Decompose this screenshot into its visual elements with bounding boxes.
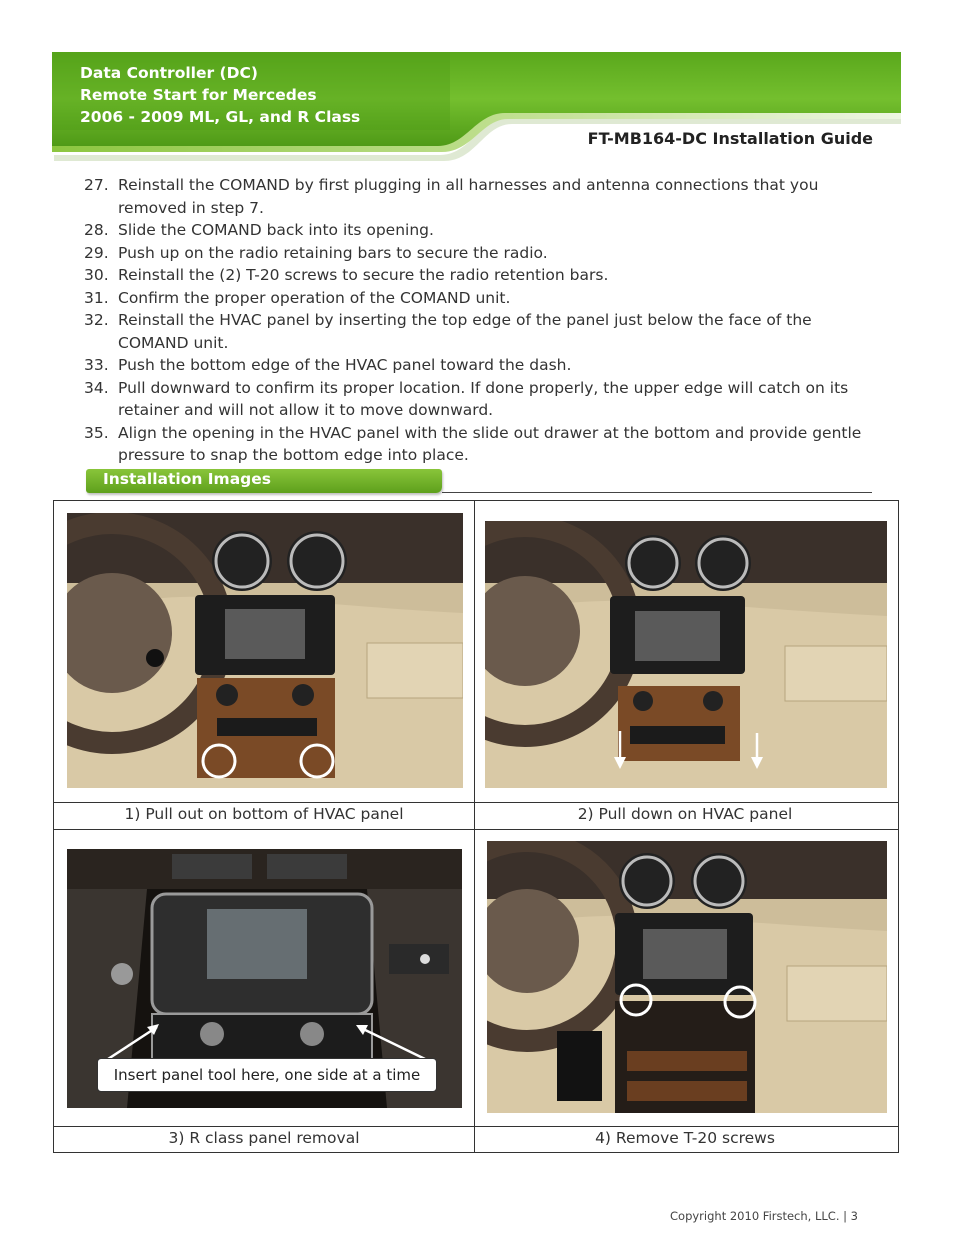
step-item — [84, 242, 884, 265]
step-number: 32. — [84, 311, 109, 329]
step-text: Slide the COMAND back into its opening. — [118, 221, 434, 239]
table-divider-vertical — [474, 500, 475, 1153]
step-number: 31. — [84, 288, 109, 307]
step-text: Reinstall the COMAND by first plugging in all harnesses and antenna connections that you removed in step 7. — [118, 176, 819, 217]
title-line-3: 2006 - 2009 ML, GL, and R Class — [80, 108, 361, 126]
section-divider — [442, 492, 872, 493]
steps-list — [84, 174, 884, 467]
step-text: Pull downward to confirm its proper location. If done properly, the upper edge will catch on its retainer and will not allow it to move downward. — [118, 378, 849, 419]
step-item — [84, 287, 884, 310]
step-number: 34. — [84, 378, 109, 397]
step-number: 30. — [84, 266, 109, 284]
step-item — [84, 264, 884, 287]
step-text: Push up on the radio retaining bars to secure the radio. — [118, 243, 548, 262]
photo-pull-out-hvac — [67, 513, 463, 788]
step-number: 35. — [84, 423, 109, 442]
title-line-1: Data Controller (DC) — [80, 64, 258, 82]
step-item — [84, 309, 884, 354]
step-number: 27. — [84, 176, 109, 194]
document-title — [80, 62, 360, 128]
table-divider — [53, 829, 899, 830]
section-title: Installation Images — [103, 470, 271, 488]
photo-pull-down-hvac — [485, 521, 887, 788]
table-divider — [53, 802, 899, 803]
image-caption: 3) R class panel removal — [168, 1129, 360, 1147]
photo-callout: Insert panel tool here, one side at a time — [97, 1058, 437, 1092]
page-footer: Copyright 2010 Firstech, LLC. | 3 — [670, 1209, 858, 1223]
table-divider — [53, 1126, 899, 1127]
step-item — [84, 422, 884, 467]
title-line-2: Remote Start for Mercedes — [80, 86, 317, 104]
step-text: Reinstall the (2) T-20 screws to secure the radio retention bars. — [118, 266, 609, 284]
step-number: 29. — [84, 243, 109, 262]
step-item — [84, 354, 884, 377]
image-caption: 4) Remove T-20 screws — [595, 1129, 775, 1147]
section-header-bar — [86, 469, 442, 493]
step-item — [84, 174, 884, 219]
step-item — [84, 219, 884, 242]
step-text: Push the bottom edge of the HVAC panel toward the dash. — [118, 356, 572, 374]
step-text: Reinstall the HVAC panel by inserting the top edge of the panel just below the face of the COMAND unit. — [118, 311, 812, 352]
step-number: 28. — [84, 221, 109, 239]
step-text: Align the opening in the HVAC panel with the slide out drawer at the bottom and provide gentle pressure to snap the bottom edge into place. — [118, 423, 862, 464]
image-caption: 2) Pull down on HVAC panel — [577, 805, 793, 823]
step-number: 33. — [84, 356, 109, 374]
step-text: Confirm the proper operation of the COMAND unit. — [118, 288, 511, 307]
image-caption: 1) Pull out on bottom of HVAC panel — [124, 805, 404, 823]
photo-remove-screws — [487, 841, 887, 1113]
step-item — [84, 377, 884, 422]
guide-title: FT-MB164-DC Installation Guide — [587, 129, 873, 148]
